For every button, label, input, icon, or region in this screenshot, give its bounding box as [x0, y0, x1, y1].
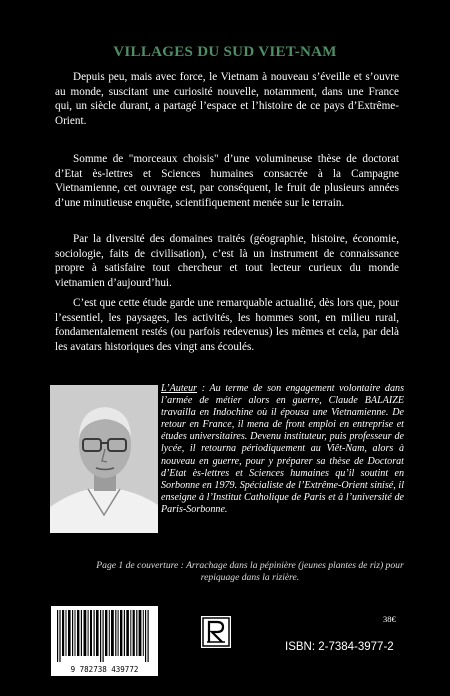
paragraph-3: Par la diversité des domaines traités (géographie, histoire, économie, sociologie, faits de civilisation), c’est là un instrument de connaissance propre à satisfaire tout chercheur et tout lecteur curieux du monde vietnamien d’aujourd’hui.: [55, 233, 399, 289]
paragraph-2: Somme de "morceaux choisis" d’une volumineuse thèse de doctorat d’Etat ès-lettres et Sciences humaines consacrée à la Campagne Vietnamienne, cet ouvrage est, par conséquent, le fruit de plusieurs années d’une minutieuse enquête, scientifiquement menée sur le terrain.: [55, 153, 399, 209]
cover-caption: Page 1 de couverture : Arrachage dans la pépinière (jeunes plantes de riz) pour repiquage dans la rizière.: [96, 560, 404, 583]
paragraph-4: C’est que cette étude garde une remarquable actualité, dès lors que, pour l’essentiel, les paysages, les activités, les hommes sont, en milieu rural, fondamentalement restés (ou parfois redevenus) les mêmes et cela, par delà les avatars historiques des vingt ans écoulés.: [55, 297, 399, 353]
author-photo: [50, 385, 158, 533]
author-bio: [161, 383, 404, 516]
book-title: VILLAGES DU SUD VIET-NAM: [113, 44, 337, 60]
isbn: ISBN: 2-7384-3977-2: [285, 641, 394, 653]
publisher-logo: [201, 616, 231, 648]
price: 38€: [383, 614, 396, 624]
paragraph-1: Depuis peu, mais avec force, le Vietnam à nouveau s’éveille et s’ouvre au monde, suscitant une curiosité nouvelle, notamment, dans une France qui, un siècle durant, a partagé l’espace et l’histoire de ce pays d’Extrême-Orient.: [55, 71, 399, 127]
author-bio-text: : Au terme de son engagement volontaire dans l’armée de métier alors en guerre, Claude BALAIZE travailla en Indochine où il épousa une Vietnamienne. De retour en France, il mena de front emploi en entreprise et études universitaires. Devenu instituteur, puis professeur de lycée, il retourna périodiquement au Viêt-Nam, alors à nouveau en guerre, pour y préparer sa thèse de Doctorat d’Etat ès-lettres et Sciences humaines qu’il soutint en Sorbonne en 1979. Spécialiste de l’Extrême-Orient sinisé, il enseigne à l’Institut Catholique de Paris et à l’université de Paris-Sorbonne.: [161, 383, 404, 515]
barcode: [51, 606, 158, 676]
author-label: L’Auteur: [161, 383, 198, 394]
barcode-number: 9 782738 439772: [70, 665, 139, 674]
barcode-bars-icon: [57, 610, 152, 662]
